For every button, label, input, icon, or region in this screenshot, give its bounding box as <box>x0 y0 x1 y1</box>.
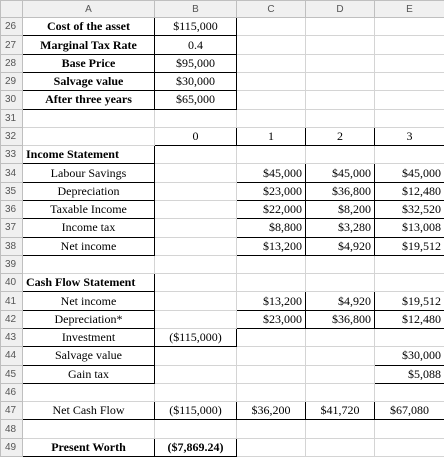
cell-c36[interactable]: $22,000 <box>237 201 306 219</box>
row-header[interactable]: 31 <box>1 109 23 127</box>
cell-c41[interactable]: $13,200 <box>237 292 306 310</box>
cell-c33[interactable] <box>237 146 306 164</box>
column-header-c[interactable]: C <box>237 1 306 18</box>
cell-d36[interactable]: $8,200 <box>306 201 375 219</box>
cell-e28[interactable] <box>375 54 444 72</box>
cell-b38[interactable] <box>155 237 237 255</box>
cell-a33[interactable]: Income Statement <box>23 146 155 164</box>
cell-b44[interactable] <box>155 347 237 365</box>
row-header[interactable]: 26 <box>1 18 23 36</box>
cell-b36[interactable] <box>155 201 237 219</box>
cell-b30[interactable]: $65,000 <box>155 91 237 109</box>
row-header[interactable]: 27 <box>1 36 23 54</box>
cell-a38[interactable]: Net income <box>23 237 155 255</box>
cell-a41[interactable]: Net income <box>23 292 155 310</box>
cell-e37[interactable]: $13,008 <box>375 219 444 237</box>
cell-a37[interactable]: Income tax <box>23 219 155 237</box>
cell-d31[interactable] <box>306 109 375 127</box>
sheet-row <box>1 328 444 346</box>
cell-a34[interactable]: Labour Savings <box>23 164 155 182</box>
cell-c49[interactable] <box>237 438 306 456</box>
column-header-row <box>1 1 444 18</box>
cell-b37[interactable] <box>155 219 237 237</box>
cell-e44[interactable]: $30,000 <box>375 347 444 365</box>
cell-a35[interactable]: Depreciation <box>23 182 155 200</box>
cell-e35[interactable]: $12,480 <box>375 182 444 200</box>
cell-b34[interactable] <box>155 164 237 182</box>
cell-e27[interactable] <box>375 36 444 54</box>
cell-d47[interactable]: $41,720 <box>306 402 375 420</box>
cell-b29[interactable]: $30,000 <box>155 73 237 91</box>
cell-a40[interactable]: Cash Flow Statement <box>23 274 155 292</box>
cell-e38[interactable]: $19,512 <box>375 237 444 255</box>
row-header[interactable]: 39 <box>1 255 23 273</box>
cell-d32[interactable]: 2 <box>306 127 375 145</box>
cell-d26[interactable] <box>306 18 375 36</box>
cell-c46[interactable] <box>237 383 306 401</box>
sheet-row <box>1 109 444 127</box>
cell-e29[interactable] <box>375 73 444 91</box>
cell-d35[interactable]: $36,800 <box>306 182 375 200</box>
sheet-row <box>1 146 444 164</box>
cell-d49[interactable] <box>306 438 375 456</box>
cell-d38[interactable]: $4,920 <box>306 237 375 255</box>
cell-a49[interactable]: Present Worth <box>23 438 155 456</box>
cell-d45[interactable] <box>306 365 375 383</box>
cell-e47[interactable]: $67,080 <box>375 402 444 420</box>
cell-c47[interactable]: $36,200 <box>237 402 306 420</box>
row-header[interactable]: 42 <box>1 310 23 328</box>
cell-e31[interactable] <box>375 109 444 127</box>
cell-b48[interactable] <box>155 420 237 438</box>
cell-d41[interactable]: $4,920 <box>306 292 375 310</box>
cell-e48[interactable] <box>375 420 444 438</box>
cell-a31[interactable] <box>23 109 155 127</box>
cell-a43[interactable]: Investment <box>23 328 155 346</box>
cell-d44[interactable] <box>306 347 375 365</box>
cell-c29[interactable] <box>237 73 306 91</box>
cell-b42[interactable] <box>155 310 237 328</box>
cell-d46[interactable] <box>306 383 375 401</box>
row-header[interactable]: 40 <box>1 274 23 292</box>
cell-b47[interactable]: ($115,000) <box>155 402 237 420</box>
row-header[interactable]: 33 <box>1 146 23 164</box>
cell-e42[interactable]: $12,480 <box>375 310 444 328</box>
cell-a27[interactable]: Marginal Tax Rate <box>23 36 155 54</box>
cell-b33[interactable] <box>155 146 237 164</box>
cell-c28[interactable] <box>237 54 306 72</box>
cell-c40[interactable] <box>237 274 306 292</box>
cell-a48[interactable] <box>23 420 155 438</box>
cell-b49[interactable]: ($7,869.24) <box>155 438 237 456</box>
sheet-row <box>1 201 444 219</box>
cell-e46[interactable] <box>375 383 444 401</box>
cell-b35[interactable] <box>155 182 237 200</box>
row-header[interactable]: 37 <box>1 219 23 237</box>
cell-e36[interactable]: $32,520 <box>375 201 444 219</box>
cell-d39[interactable] <box>306 255 375 273</box>
cell-e33[interactable] <box>375 146 444 164</box>
row-header[interactable]: 29 <box>1 73 23 91</box>
cell-c39[interactable] <box>237 255 306 273</box>
cell-a29[interactable]: Salvage value <box>23 73 155 91</box>
cell-d30[interactable] <box>306 91 375 109</box>
cell-c32[interactable]: 1 <box>237 127 306 145</box>
cell-e34[interactable]: $45,000 <box>375 164 444 182</box>
cell-b46[interactable] <box>155 383 237 401</box>
cell-e26[interactable] <box>375 18 444 36</box>
cell-e43[interactable] <box>375 328 444 346</box>
row-header[interactable]: 44 <box>1 347 23 365</box>
cell-c26[interactable] <box>237 18 306 36</box>
column-header-a[interactable]: A <box>23 1 155 18</box>
row-header[interactable]: 43 <box>1 328 23 346</box>
cell-b39[interactable] <box>155 255 237 273</box>
cell-d29[interactable] <box>306 73 375 91</box>
cell-c35[interactable]: $23,000 <box>237 182 306 200</box>
cell-e49[interactable] <box>375 438 444 456</box>
sheet-row <box>1 182 444 200</box>
cell-b45[interactable] <box>155 365 237 383</box>
sheet-row <box>1 438 444 456</box>
row-header[interactable]: 28 <box>1 54 23 72</box>
row-header[interactable]: 36 <box>1 201 23 219</box>
row-header[interactable]: 47 <box>1 402 23 420</box>
cell-e41[interactable]: $19,512 <box>375 292 444 310</box>
row-header[interactable]: 32 <box>1 127 23 145</box>
cell-a28[interactable]: Base Price <box>23 54 155 72</box>
cell-b27[interactable]: 0.4 <box>155 36 237 54</box>
sheet-row <box>1 54 444 72</box>
select-all-corner[interactable] <box>1 1 23 18</box>
sheet-row <box>1 219 444 237</box>
cell-b32[interactable]: 0 <box>155 127 237 145</box>
cell-b28[interactable]: $95,000 <box>155 54 237 72</box>
sheet-row <box>1 420 444 438</box>
cell-e45[interactable]: $5,088 <box>375 365 444 383</box>
cell-a36[interactable]: Taxable Income <box>23 201 155 219</box>
sheet-row <box>1 274 444 292</box>
row-header[interactable]: 46 <box>1 383 23 401</box>
row-header[interactable]: 45 <box>1 365 23 383</box>
sheet-row <box>1 383 444 401</box>
cell-e40[interactable] <box>375 274 444 292</box>
cell-c43[interactable] <box>237 328 306 346</box>
cell-d34[interactable]: $45,000 <box>306 164 375 182</box>
sheet-row <box>1 292 444 310</box>
cell-a45[interactable]: Gain tax <box>23 365 155 383</box>
sheet-row <box>1 127 444 145</box>
cell-a39[interactable] <box>23 255 155 273</box>
cell-b43[interactable]: ($115,000) <box>155 328 237 346</box>
sheet-row <box>1 310 444 328</box>
row-header[interactable]: 48 <box>1 420 23 438</box>
sheet-row <box>1 73 444 91</box>
cell-b31[interactable] <box>155 109 237 127</box>
cell-a47[interactable]: Net Cash Flow <box>23 402 155 420</box>
column-header-b[interactable]: B <box>155 1 237 18</box>
cell-d40[interactable] <box>306 274 375 292</box>
cell-c34[interactable]: $45,000 <box>237 164 306 182</box>
cell-b26[interactable]: $115,000 <box>155 18 237 36</box>
cell-a42[interactable]: Depreciation* <box>23 310 155 328</box>
cell-d37[interactable]: $3,280 <box>306 219 375 237</box>
sheet-row <box>1 402 444 420</box>
sheet-row <box>1 18 444 36</box>
sheet-row <box>1 347 444 365</box>
column-header-e[interactable]: E <box>375 1 444 18</box>
cell-a32[interactable] <box>23 127 155 145</box>
cell-a26[interactable]: Cost of the asset <box>23 18 155 36</box>
cell-d48[interactable] <box>306 420 375 438</box>
cell-d33[interactable] <box>306 146 375 164</box>
row-header[interactable]: 35 <box>1 182 23 200</box>
cell-c48[interactable] <box>237 420 306 438</box>
cell-c31[interactable] <box>237 109 306 127</box>
sheet-row <box>1 365 444 383</box>
cell-e30[interactable] <box>375 91 444 109</box>
cell-e39[interactable] <box>375 255 444 273</box>
cell-d27[interactable] <box>306 36 375 54</box>
sheet-row <box>1 91 444 109</box>
row-header[interactable]: 34 <box>1 164 23 182</box>
cell-d28[interactable] <box>306 54 375 72</box>
cell-c27[interactable] <box>237 36 306 54</box>
cell-a46[interactable] <box>23 383 155 401</box>
cell-d42[interactable]: $36,800 <box>306 310 375 328</box>
row-header[interactable]: 30 <box>1 91 23 109</box>
row-header[interactable]: 49 <box>1 438 23 456</box>
sheet-row <box>1 36 444 54</box>
cell-c44[interactable] <box>237 347 306 365</box>
cell-a44[interactable]: Salvage value <box>23 347 155 365</box>
cell-c42[interactable]: $23,000 <box>237 310 306 328</box>
row-header[interactable]: 41 <box>1 292 23 310</box>
row-header[interactable]: 38 <box>1 237 23 255</box>
cell-c37[interactable]: $8,800 <box>237 219 306 237</box>
cell-c38[interactable]: $13,200 <box>237 237 306 255</box>
cell-c45[interactable] <box>237 365 306 383</box>
cell-b41[interactable] <box>155 292 237 310</box>
sheet-row <box>1 237 444 255</box>
cell-e32[interactable]: 3 <box>375 127 444 145</box>
cell-a30[interactable]: After three years <box>23 91 155 109</box>
cell-d43[interactable] <box>306 328 375 346</box>
sheet-row <box>1 255 444 273</box>
sheet-row <box>1 164 444 182</box>
cell-c30[interactable] <box>237 91 306 109</box>
cell-b40[interactable] <box>155 274 237 292</box>
column-header-d[interactable]: D <box>306 1 375 18</box>
